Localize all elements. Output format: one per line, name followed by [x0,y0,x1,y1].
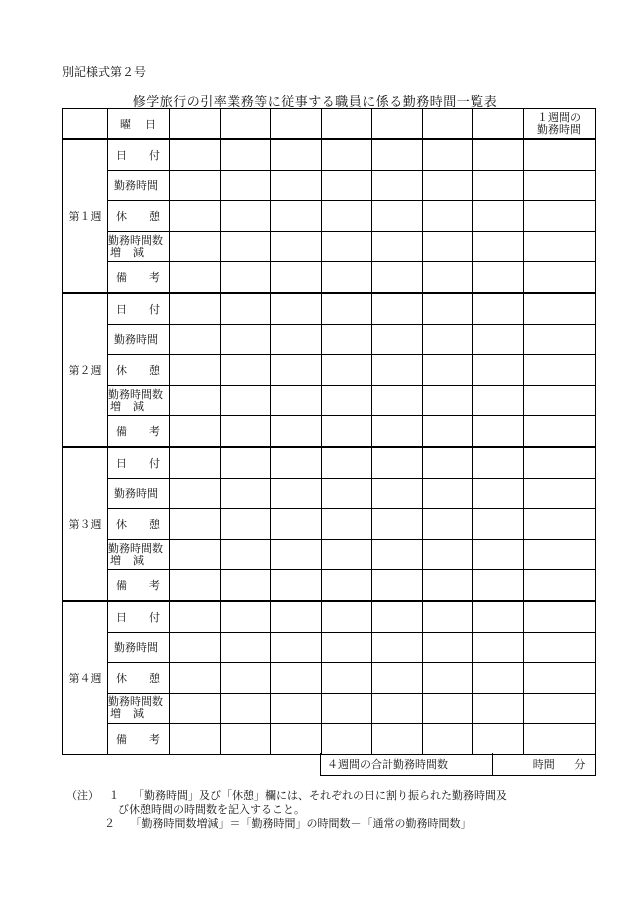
row-label-date [108,447,170,478]
week-total-cell[interactable] [523,724,595,755]
week-label: 第２週 [63,293,108,447]
week-total-cell[interactable] [523,231,595,262]
note-2-number: ２ [104,817,115,830]
day-header-cell[interactable] [422,109,473,140]
row-label-char: 減 [133,399,144,413]
day-header-cell[interactable] [321,109,372,140]
day-header-cell[interactable] [271,109,322,140]
week-3-hours-change-row [63,539,596,570]
row-label-char: 憩 [149,517,160,531]
week-label: 第３週 [63,447,108,601]
row-label-line2 [108,247,144,259]
entry-cell[interactable] [271,170,322,201]
row-label-char: 休 [116,517,127,531]
entry-cell[interactable] [170,139,221,170]
row-label-break [108,509,170,540]
entry-cell[interactable] [372,231,423,262]
week-1-hours-change-row [63,231,596,262]
entry-cell[interactable] [220,632,271,663]
entry-cell[interactable] [422,632,473,663]
row-label-break [108,663,170,694]
entry-cell[interactable] [473,601,524,632]
entry-cell[interactable] [473,724,524,755]
entry-cell[interactable] [170,693,221,724]
entry-cell[interactable] [170,385,221,416]
row-label-hours: 勤務時間 [108,478,170,509]
entry-cell[interactable] [321,385,372,416]
entry-cell[interactable] [170,478,221,509]
row-label-char: 付 [149,610,160,624]
entry-cell[interactable] [422,570,473,601]
entry-cell[interactable] [321,601,372,632]
entry-cell[interactable] [372,170,423,201]
week-1-date-row [63,139,596,170]
entry-cell[interactable] [372,693,423,724]
entry-cell[interactable] [321,632,372,663]
row-label-remarks [108,262,170,293]
row-label-char: 付 [149,148,160,162]
entry-cell[interactable] [220,355,271,386]
entry-cell[interactable] [422,509,473,540]
week-3-break-row [63,509,596,540]
note-1-text-1: 「勤務時間」及び「休憩」欄には、それぞれの日に割り振られた勤務時間及 [133,789,507,802]
entry-cell[interactable] [220,539,271,570]
entry-cell[interactable] [321,724,372,755]
note-2-line [66,817,596,831]
entry-cell[interactable] [422,262,473,293]
weekday-char-2: 日 [145,117,156,131]
notes-section [66,789,596,831]
entry-cell[interactable] [220,293,271,324]
entry-cell[interactable] [321,231,372,262]
entry-cell[interactable] [271,663,322,694]
entry-cell[interactable] [220,262,271,293]
entry-cell[interactable] [372,201,423,232]
row-label-hours-change [108,539,170,570]
note-1-line-2: び休憩時間の時間数を記入すること。 [118,803,305,816]
entry-cell[interactable] [473,139,524,170]
row-label-line1: 勤務時間数 [108,541,163,555]
week-total-cell[interactable] [523,416,595,447]
row-label-line2 [108,401,144,413]
entry-cell[interactable] [372,509,423,540]
entry-cell[interactable] [422,324,473,355]
entry-cell[interactable] [422,447,473,478]
week-4-date-row [63,601,596,632]
row-label-line1: 勤務時間数 [108,695,163,709]
entry-cell[interactable] [422,663,473,694]
entry-cell[interactable] [321,324,372,355]
entry-cell[interactable] [473,663,524,694]
row-label-line2 [108,555,144,567]
week-total-cell[interactable] [523,693,595,724]
entry-cell[interactable] [220,663,271,694]
entry-cell[interactable] [372,355,423,386]
entry-cell[interactable] [170,447,221,478]
note-prefix: （注） [66,789,99,802]
row-label-hours: 勤務時間 [108,170,170,201]
entry-cell[interactable] [170,632,221,663]
week-total-cell[interactable] [523,478,595,509]
row-label-char: 減 [133,707,144,721]
week-3-date-row [63,447,596,478]
corner-cell [63,109,108,140]
row-label-char: 日 [116,302,127,316]
entry-cell[interactable] [220,601,271,632]
week-3-hours-row [63,478,596,509]
week-total-cell[interactable] [523,447,595,478]
week-total-cell[interactable] [523,509,595,540]
row-label-char: 憩 [149,363,160,377]
entry-cell[interactable] [170,231,221,262]
week-4-hours-change-row [63,693,596,724]
day-header-cell[interactable] [170,109,221,140]
entry-cell[interactable] [473,539,524,570]
entry-cell[interactable] [170,509,221,540]
row-label-char: 休 [116,363,127,377]
entry-cell[interactable] [271,632,322,663]
day-header-cell[interactable] [372,109,423,140]
entry-cell[interactable] [422,539,473,570]
entry-cell[interactable] [220,570,271,601]
row-label-char: 休 [116,671,127,685]
entry-cell[interactable] [271,478,322,509]
entry-cell[interactable] [271,693,322,724]
entry-cell[interactable] [372,385,423,416]
entry-cell[interactable] [372,632,423,663]
row-label-remarks [108,570,170,601]
row-label-remarks [108,416,170,447]
row-label-char: 増 [110,399,121,413]
entry-cell[interactable] [372,447,423,478]
entry-cell[interactable] [271,201,322,232]
entry-cell[interactable] [372,262,423,293]
row-label-date [108,293,170,324]
entry-cell[interactable] [170,570,221,601]
entry-cell[interactable] [372,539,423,570]
week-label: 第１週 [63,139,108,293]
entry-cell[interactable] [170,201,221,232]
minutes-unit: 分 [574,758,586,771]
entry-cell[interactable] [271,570,322,601]
entry-cell[interactable] [220,170,271,201]
entry-cell[interactable] [220,509,271,540]
row-label-char: 増 [110,707,121,721]
entry-cell[interactable] [473,416,524,447]
week-total-header-line1: １週間の [537,110,581,124]
row-label-char: 増 [110,553,121,567]
row-label-char: 備 [116,733,127,747]
entry-cell[interactable] [271,509,322,540]
row-label-char: 日 [116,456,127,470]
week-total-cell[interactable] [523,324,595,355]
entry-cell[interactable] [271,447,322,478]
entry-cell[interactable] [321,293,372,324]
week-3-remarks-row [63,570,596,601]
row-label-char: 日 [116,610,127,624]
row-label-line1: 勤務時間数 [108,233,163,247]
weekday-header [108,109,170,140]
row-label-char: 減 [133,553,144,567]
note-1-line-1 [66,789,596,803]
entry-cell[interactable] [422,139,473,170]
row-label-date [108,139,170,170]
entry-cell[interactable] [473,201,524,232]
week-total-cell[interactable] [523,139,595,170]
entry-cell[interactable] [220,231,271,262]
entry-cell[interactable] [220,693,271,724]
entry-cell[interactable] [220,385,271,416]
week-total-cell[interactable] [523,601,595,632]
entry-cell[interactable] [271,724,322,755]
row-label-char: 考 [149,733,160,747]
entry-cell[interactable] [422,385,473,416]
entry-cell[interactable] [220,324,271,355]
entry-cell[interactable] [220,416,271,447]
entry-cell[interactable] [372,570,423,601]
row-label-line2 [108,708,144,720]
week-1-remarks-row [63,262,596,293]
week-2-break-row [63,355,596,386]
entry-cell[interactable] [473,693,524,724]
entry-cell[interactable] [271,139,322,170]
row-label-char: 考 [149,271,160,285]
entry-cell[interactable] [372,324,423,355]
entry-cell[interactable] [473,385,524,416]
entry-cell[interactable] [473,570,524,601]
week-total-cell[interactable] [523,570,595,601]
entry-cell[interactable] [220,724,271,755]
entry-cell[interactable] [170,663,221,694]
row-label-date [108,601,170,632]
summary-table [320,753,596,776]
entry-cell[interactable] [473,447,524,478]
entry-cell[interactable] [321,663,372,694]
entry-cell[interactable] [422,693,473,724]
week-total-cell[interactable] [523,539,595,570]
entry-cell[interactable] [170,293,221,324]
row-label-line1: 勤務時間数 [108,387,163,401]
entry-cell[interactable] [271,539,322,570]
entry-cell[interactable] [473,478,524,509]
entry-cell[interactable] [422,601,473,632]
entry-cell[interactable] [422,416,473,447]
week-total-cell[interactable] [523,293,595,324]
entry-cell[interactable] [422,170,473,201]
entry-cell[interactable] [372,478,423,509]
entry-cell[interactable] [473,231,524,262]
week-total-cell[interactable] [523,355,595,386]
entry-cell[interactable] [321,201,372,232]
entry-cell[interactable] [422,201,473,232]
entry-cell[interactable] [170,355,221,386]
entry-cell[interactable] [220,447,271,478]
entry-cell[interactable] [170,724,221,755]
entry-cell[interactable] [372,293,423,324]
row-label-break [108,201,170,232]
row-label-hours-change [108,693,170,724]
row-label-hours-change [108,385,170,416]
row-label-char: 減 [133,245,144,259]
entry-cell[interactable] [321,478,372,509]
entry-cell[interactable] [321,416,372,447]
week-total-cell[interactable] [523,632,595,663]
note-2-text: 「勤務時間数増減」＝「勤務時間」の時間数－「通常の勤務時間数」 [130,817,472,830]
week-2-remarks-row [63,416,596,447]
total-hours-field[interactable] [493,753,596,776]
document-title: 修学旅行の引率業務等に従事する職員に係る勤務時間一覧表 [132,95,498,110]
row-label-break [108,355,170,386]
entry-cell[interactable] [321,570,372,601]
entry-cell[interactable] [473,262,524,293]
entry-cell[interactable] [271,293,322,324]
week-total-header-line2: 勤務時間 [537,122,581,136]
entry-cell[interactable] [220,478,271,509]
entry-cell[interactable] [271,262,322,293]
day-header-cell[interactable] [473,109,524,140]
row-label-char: 休 [116,209,127,223]
entry-cell[interactable] [422,355,473,386]
entry-cell[interactable] [473,293,524,324]
entry-cell[interactable] [220,139,271,170]
entry-cell[interactable] [321,539,372,570]
entry-cell[interactable] [321,693,372,724]
entry-cell[interactable] [473,324,524,355]
entry-cell[interactable] [271,355,322,386]
week-4-break-row [63,663,596,694]
row-label-char: 考 [149,425,160,439]
row-label-char: 付 [149,302,160,316]
total-hours-label: ４週間の合計勤務時間数 [321,753,493,776]
row-label-char: 備 [116,425,127,439]
week-total-cell[interactable] [523,170,595,201]
form-number-label: 別記様式第２号 [62,65,147,79]
week-total-cell[interactable] [523,385,595,416]
week-2-hours-row [63,324,596,355]
entry-cell[interactable] [422,231,473,262]
weekday-char-1: 曜 [120,117,131,131]
entry-cell[interactable] [473,632,524,663]
entry-cell[interactable] [372,139,423,170]
header-row [63,109,596,140]
row-label-hours-change [108,231,170,262]
row-label-char: 憩 [149,209,160,223]
hours-unit: 時間 [532,758,555,771]
entry-cell[interactable] [170,416,221,447]
row-label-hours: 勤務時間 [108,632,170,663]
row-label-char: 備 [116,271,127,285]
entry-cell[interactable] [271,601,322,632]
week-2-hours-change-row [63,385,596,416]
row-label-hours: 勤務時間 [108,324,170,355]
week-1-break-row [63,201,596,232]
entry-cell[interactable] [170,262,221,293]
entry-cell[interactable] [422,724,473,755]
row-label-char: 憩 [149,671,160,685]
week-total-cell[interactable] [523,262,595,293]
entry-cell[interactable] [372,416,423,447]
work-hours-table [62,108,596,755]
week-total-cell[interactable] [523,201,595,232]
entry-cell[interactable] [271,324,322,355]
entry-cell[interactable] [170,601,221,632]
entry-cell[interactable] [271,416,322,447]
week-label: 第４週 [63,601,108,754]
entry-cell[interactable] [473,509,524,540]
entry-cell[interactable] [170,170,221,201]
row-label-char: 付 [149,456,160,470]
entry-cell[interactable] [271,385,322,416]
entry-cell[interactable] [170,324,221,355]
entry-cell[interactable] [321,355,372,386]
week-4-remarks-row [63,724,596,755]
row-label-char: 考 [149,579,160,593]
row-label-char: 日 [116,148,127,162]
entry-cell[interactable] [321,447,372,478]
row-label-char: 備 [116,579,127,593]
day-header-cell[interactable] [220,109,271,140]
entry-cell[interactable] [422,293,473,324]
entry-cell[interactable] [321,170,372,201]
week-total-header [523,109,595,140]
note-1-number: １ [108,789,120,802]
entry-cell[interactable] [372,663,423,694]
week-4-hours-row [63,632,596,663]
entry-cell[interactable] [473,170,524,201]
entry-cell[interactable] [321,139,372,170]
week-1-hours-row [63,170,596,201]
row-label-char: 増 [110,245,121,259]
entry-cell[interactable] [321,509,372,540]
entry-cell[interactable] [422,478,473,509]
entry-cell[interactable] [321,262,372,293]
entry-cell[interactable] [473,355,524,386]
entry-cell[interactable] [372,601,423,632]
entry-cell[interactable] [170,539,221,570]
row-label-remarks [108,724,170,755]
entry-cell[interactable] [271,231,322,262]
week-total-cell[interactable] [523,663,595,694]
entry-cell[interactable] [372,724,423,755]
week-2-date-row [63,293,596,324]
entry-cell[interactable] [220,201,271,232]
